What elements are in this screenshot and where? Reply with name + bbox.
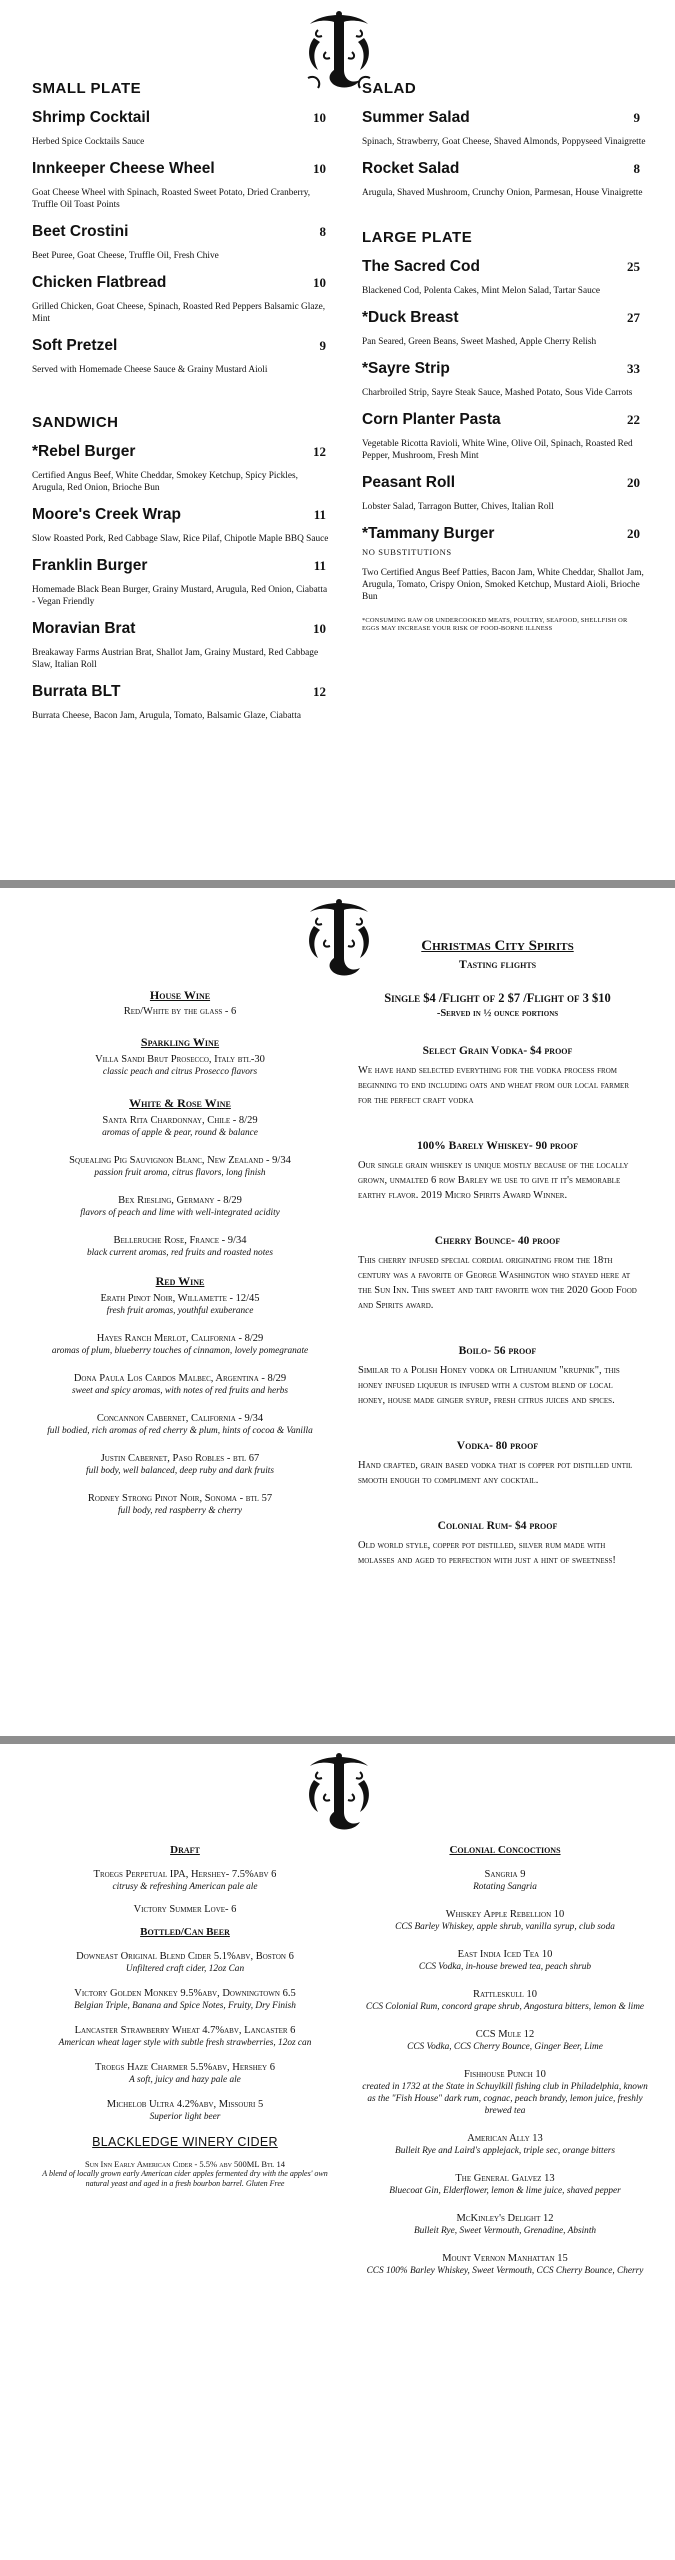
beverage-entry [40, 2024, 330, 2049]
wine-note: sweet and spicy aromas, with notes of red fruits and herbs [72, 1386, 288, 1396]
bottle-list [40, 1950, 330, 2123]
wine-name: Dona Paula Los Cardos Malbec, Argentina - 8/29 [73, 1373, 287, 1384]
wine-spirits-page [0, 888, 675, 1736]
beverage-note: Rotating Sangria [473, 1882, 537, 1892]
beverage-name: American Ally 13 [467, 2133, 543, 2144]
beverage-entry [360, 2172, 650, 2197]
item-header [362, 309, 646, 327]
menu-item [32, 337, 332, 376]
right-food-column [362, 80, 646, 633]
menu-item [362, 109, 646, 148]
item-name: Summer Salad [362, 109, 470, 126]
spirit-name: Boilo- 56 proof [458, 1345, 537, 1357]
menu-item [32, 160, 332, 211]
item-price: 20 [627, 475, 640, 490]
item-name: Innkeeper Cheese Wheel [32, 160, 215, 177]
wine-note: passion fruit aroma, citrus flavors, long finish [94, 1168, 266, 1178]
no-substitutions-note: NO SUBSTITUTIONS [362, 547, 452, 557]
sandwich-list [32, 443, 332, 722]
wine-note: flavors of peach and lime with well-integrated acidity [80, 1208, 280, 1218]
item-header [362, 360, 646, 378]
item-price: 11 [313, 558, 326, 573]
large-plate-heading: LARGE PLATE [362, 229, 473, 246]
beverage-note: Belgian Triple, Banana and Spice Notes, Fruity, Dry Finish [74, 2001, 296, 2011]
item-name: Moravian Brat [32, 620, 136, 637]
wine-entry [40, 1154, 320, 1179]
wine-entry [40, 1114, 320, 1139]
item-price: 12 [313, 444, 326, 459]
item-description: Slow Roasted Pork, Red Cabbage Slaw, Rice Pilaf, Chipotle Maple BBQ Sauce [32, 534, 329, 544]
cider-name: Sun Inn Early American Cider - 5.5% abv 500ML Btl 14 [85, 2159, 285, 2169]
menu-item [362, 474, 646, 513]
item-price: 10 [313, 161, 326, 176]
wine-name: Hayes Ranch Merlot, California - 8/29 [96, 1333, 264, 1344]
item-header [32, 337, 332, 355]
item-header [362, 474, 646, 492]
item-name: Moore's Creek Wrap [32, 506, 181, 523]
item-description: Goat Cheese Wheel with Spinach, Roasted Sweet Potato, Dried Cranberry, Truffle Oil Toast Points [32, 188, 311, 210]
beverage-note: Unfiltered craft cider, 12oz Can [125, 1964, 245, 1974]
item-header [32, 274, 332, 292]
item-name: Peasant Roll [362, 474, 456, 491]
menu-item [32, 620, 332, 671]
white-wine-list [40, 1114, 320, 1259]
draft-heading: Draft [170, 1844, 200, 1856]
menu-item [362, 258, 646, 297]
beverage-name: Sangria 9 [484, 1869, 526, 1880]
spirit-name: Cherry Bounce- 40 proof [434, 1235, 561, 1247]
item-price: 9 [319, 338, 326, 353]
wine-note: aromas of plum, blueberry touches of cinnamon, lovely pomegranate [51, 1346, 309, 1356]
white-rose-heading: White & Rose Wine [129, 1096, 231, 1110]
spirit-description: This cherry infused special cordial originating from the 18th century was a favorite of George Washington who stayed here at the Sun Inn. This sweet and tart favorite won the 2020 Good Food and Spirits award. [358, 1255, 637, 1311]
wine-note: aromas of apple & pear, round & balance [102, 1128, 258, 1138]
beverage-entry [40, 1868, 330, 1893]
menu-item [32, 274, 332, 325]
beverage-name: Michelob Ultra 4.2%abv, Missouri 5 [106, 2099, 264, 2110]
beverage-note: CCS 100% Barley Whiskey, Sweet Vermouth, CCS Cherry Bounce, Cherry [366, 2266, 644, 2276]
spirit-entry [340, 1235, 655, 1313]
item-name: *Sayre Strip [362, 360, 450, 377]
item-header [32, 620, 332, 638]
bottle-heading: Bottled/Can Beer [140, 1926, 230, 1938]
item-price: 9 [633, 110, 640, 125]
item-header [32, 109, 332, 127]
spirit-list [340, 1045, 655, 1568]
item-name: Beet Crostini [32, 223, 129, 240]
wine-name: Justin Cabernet, Paso Robles - btl 67 [100, 1453, 260, 1464]
wine-name: Rodney Strong Pinot Noir, Sonoma - btl 57 [87, 1493, 273, 1504]
page-divider [0, 1736, 675, 1744]
spirit-entry [340, 1345, 655, 1408]
menu-item [32, 443, 332, 494]
wine-name: Santa Rita Chardonnay, Chile - 8/29 [102, 1115, 258, 1126]
beverage-entry [360, 2068, 650, 2117]
menu-item [32, 557, 332, 608]
beverage-note: CCS Colonial Rum, concord grape shrub, Angostura bitters, lemon & lime [365, 2002, 645, 2012]
wine-column [40, 988, 320, 1532]
beverage-note: Superior light beer [149, 2112, 221, 2122]
item-name: Burrata BLT [32, 683, 121, 700]
wine-note: full body, well balanced, deep ruby and dark fruits [86, 1466, 274, 1476]
beverage-note: CCS Vodka, CCS Cherry Bounce, Ginger Beer, Lime [407, 2042, 603, 2052]
food-safety-disclaimer: *CONSUMING RAW OR UNDERCOOKED MEATS, POULTRY, SEAFOOD, SHELLFISH OR EGGS MAY INCREASE YOUR RISK OF FOOD-BORNE ILLNESS [362, 617, 628, 632]
red-wine-heading: Red Wine [155, 1274, 205, 1288]
menu-item [362, 160, 646, 199]
beverage-name: The General Galvez 13 [455, 2173, 555, 2184]
item-description: Spinach, Strawberry, Goat Cheese, Shaved Almonds, Poppyseed Vinaigrette [362, 137, 646, 147]
item-name: Chicken Flatbread [32, 274, 167, 291]
item-name: Shrimp Cocktail [32, 109, 150, 126]
beverage-entry [40, 2061, 330, 2086]
red-wine-list [40, 1292, 320, 1517]
beer-cocktail-page [0, 1744, 675, 2560]
beverage-note: American wheat lager style with subtle fresh strawberries, 12oz can [58, 2038, 312, 2048]
house-wine-detail: Red/White by the glass - 6 [123, 1006, 237, 1017]
beverage-name: Whiskey Apple Rebellion 10 [445, 1909, 565, 1920]
wine-note: classic peach and citrus Prosecco flavors [102, 1067, 258, 1077]
menu-item [362, 309, 646, 348]
wine-entry [40, 1372, 320, 1397]
spirit-entry [340, 1440, 655, 1488]
food-menu-page [0, 0, 675, 880]
item-price: 11 [313, 507, 326, 522]
beverage-name: Lancaster Strawberry Wheat 4.7%abv, Lancaster 6 [74, 2025, 296, 2036]
item-name: *Duck Breast [362, 309, 459, 326]
beverage-note: created in 1732 at the State in Schuylkill fishing club in Philadelphia, known as the "Fish House" dark rum, cognac, peach brandy, lemon juice, freshly brewed tea [362, 2082, 648, 2116]
item-price: 10 [313, 275, 326, 290]
menu-item [362, 411, 646, 462]
sun-inn-monogram-icon [304, 1750, 374, 1834]
menu-item [32, 683, 332, 722]
spirit-description: Similar to a Polish Honey vodka or Lithuanium "krupnik", this honey infused liqueur is infused with a custom blend of local honey, house made ginger syrup, fresh citrus juices and spices. [358, 1365, 620, 1406]
beverage-name: Victory Summer Love- 6 [133, 1904, 237, 1915]
item-name: *Rebel Burger [32, 443, 136, 460]
spirit-name: 100% Barely Whiskey- 90 proof [417, 1140, 578, 1152]
spirit-description: Old world style, copper pot distilled, silver rum made with molasses and aged to perfection with just a hint of sweetness! [358, 1540, 616, 1566]
wine-entry [40, 1332, 320, 1357]
item-header [362, 411, 646, 429]
beverage-entry [360, 2252, 650, 2277]
item-description: Breakaway Farms Austrian Brat, Shallot Jam, Grainy Mustard, Red Cabbage Slaw, Italian Roll [32, 648, 319, 670]
wine-name: Squealing Pig Sauvignon Blanc, New Zealand - 9/34 [69, 1155, 291, 1166]
beverage-entry [360, 1868, 650, 1893]
beverage-entry [360, 2132, 650, 2157]
item-header [362, 109, 646, 127]
menu-item [32, 506, 332, 545]
wine-name: Erath Pinot Noir, Willamette - 12/45 [100, 1293, 260, 1304]
spirit-name: Colonial Rum- $4 proof [437, 1520, 558, 1532]
spirit-name: Vodka- 80 proof [456, 1440, 539, 1452]
item-description: Two Certified Angus Beef Patties, Bacon Jam, White Cheddar, Shallot Jam, Arugula, Tomato, Crispy Onion, Smoked Ketchup, Mustard Aioli, Brioche Bun [362, 568, 644, 602]
item-name: Soft Pretzel [32, 337, 118, 354]
item-description: Homemade Black Bean Burger, Grainy Mustard, Arugula, Red Onion, Ciabatta - Vegan Friendly [32, 585, 328, 607]
cocktails-heading: Colonial Concoctions [449, 1844, 561, 1856]
cocktail-list [360, 1868, 650, 2277]
beverage-name: CCS Mule 12 [475, 2029, 535, 2040]
beverage-name: McKinley's Delight 12 [456, 2213, 554, 2224]
item-description: Burrata Cheese, Bacon Jam, Arugula, Tomato, Balsamic Glaze, Ciabatta [32, 711, 301, 721]
item-name: Corn Planter Pasta [362, 411, 501, 428]
item-price: 27 [627, 310, 640, 325]
sandwich-heading: SANDWICH [32, 414, 119, 431]
item-description: Charbroiled Strip, Sayre Steak Sauce, Mashed Potato, Sous Vide Carrots [362, 388, 633, 398]
flight-pricing: Single $4 /Flight of 2 $7 /Flight of 3 $10 [384, 991, 611, 1005]
wine-name: Villa Sandi Brut Prosecco, Italy btl-30 [95, 1054, 265, 1065]
cocktail-column [360, 1844, 650, 2292]
beverage-name: Troegs Perpetual IPA, Hershey- 7.5%abv 6 [93, 1869, 277, 1880]
item-header [32, 506, 332, 524]
item-price: 12 [313, 684, 326, 699]
spirit-entry [340, 1140, 655, 1203]
salad-heading: SALAD [362, 80, 417, 97]
item-header [362, 160, 646, 178]
beverage-entry [40, 1903, 330, 1916]
wine-entry [40, 1292, 320, 1317]
item-price: 25 [627, 259, 640, 274]
draft-list [40, 1868, 330, 1916]
item-description: Blackened Cod, Polenta Cakes, Mint Melon Salad, Tartar Sauce [362, 286, 601, 296]
item-description: Pan Seared, Green Beans, Sweet Mashed, Apple Cherry Relish [362, 337, 597, 347]
item-price: 33 [627, 361, 640, 376]
item-price: 22 [627, 412, 640, 427]
wine-entry [40, 1194, 320, 1219]
item-header [32, 683, 332, 701]
wine-name: Bex Riesling, Germany - 8/29 [118, 1195, 242, 1206]
beverage-name: Victory Golden Monkey 9.5%abv, Downingtown 6.5 [74, 1988, 296, 1999]
beverage-entry [360, 1908, 650, 1933]
item-name: Franklin Burger [32, 557, 148, 574]
serving-size: -Served in ½ ounce portions [436, 1008, 559, 1019]
wine-note: full body, red raspberry & cherry [117, 1506, 243, 1516]
beverage-entry [360, 1988, 650, 2013]
item-price: 20 [627, 526, 640, 541]
item-description: Arugula, Shaved Mushroom, Crunchy Onion, Parmesan, House Vinaigrette [362, 188, 643, 198]
item-description: Herbed Spice Cocktails Sauce [32, 137, 145, 147]
spirit-entry [340, 1045, 655, 1108]
house-wine-heading: House Wine [149, 988, 211, 1002]
item-header [32, 160, 332, 178]
item-description: Certified Angus Beef, White Cheddar, Smokey Ketchup, Spicy Pickles, Arugula, Red Onion, Brioche Bun [32, 471, 298, 493]
wine-note: black current aromas, red fruits and roasted notes [86, 1248, 274, 1258]
spirit-name: Select Grain Vodka- $4 proof [422, 1045, 573, 1057]
beverage-note: Bulleit Rye and Laird's applejack, triple sec, orange bitters [395, 2146, 615, 2156]
menu-item [32, 223, 332, 262]
beverage-entry [40, 1950, 330, 1975]
small-plate-list [32, 109, 332, 376]
item-header [32, 223, 332, 241]
wine-name: Concannon Cabernet, California - 9/34 [96, 1413, 264, 1424]
beverage-entry [360, 1948, 650, 1973]
wine-entry [40, 1234, 320, 1259]
spirit-description: We have hand selected everything for the vodka process from beginning to end including oats and wheat from our local farmer for the perfect craft vodka [358, 1065, 629, 1106]
page-divider [0, 880, 675, 888]
beverage-name: Troegs Haze Charmer 5.5%abv, Hershey 6 [95, 2062, 275, 2073]
menu-item [362, 525, 646, 603]
item-header [32, 557, 332, 575]
item-name: *Tammany Burger [362, 525, 495, 542]
wine-note: full bodied, rich aromas of red cherry & plum, hints of cocoa & Vanilla [47, 1426, 313, 1436]
menu-item [32, 109, 332, 148]
beverage-note: citrusy & refreshing American pale ale [112, 1882, 258, 1892]
large-plate-list [362, 258, 646, 513]
sparkling-wine-heading: Sparkling Wine [140, 1035, 220, 1049]
menu-item [362, 360, 646, 399]
spirits-title: Christmas City Spirits [421, 938, 574, 954]
spirit-description: Our single grain whiskey is unique mostly because of the locally grown, unmalted 6 row Barley we use to give it it's memorable earthy flavor. 2019 Micro Spirits Award Winner. [358, 1160, 629, 1201]
item-header [362, 258, 646, 276]
beverage-note: CCS Vodka, in-house brewed tea, peach shrub [418, 1962, 592, 1972]
wine-entry [40, 1492, 320, 1517]
beverage-note: A soft, juicy and hazy pale ale [129, 2075, 241, 2085]
item-name: The Sacred Cod [362, 258, 480, 275]
item-header [32, 443, 332, 461]
item-price: 10 [313, 621, 326, 636]
wine-entry [40, 1452, 320, 1477]
spirit-entry [340, 1520, 655, 1568]
item-price: 8 [319, 224, 326, 239]
beverage-name: Mount Vernon Manhattan 15 [442, 2253, 568, 2264]
beverage-entry [40, 1987, 330, 2012]
salad-list [362, 109, 646, 199]
spirit-description: Hand crafted, grain based vodka that is copper pot distilled until smooth enough to compliment any cocktail. [358, 1460, 633, 1486]
beverage-entry [360, 2028, 650, 2053]
beverage-name: Downeast Original Blend Cider 5.1%abv, Boston 6 [76, 1951, 294, 1962]
spirits-subtitle: Tasting flights [458, 957, 537, 971]
wine-note: fresh fruit aromas, youthful exuberance [106, 1306, 254, 1316]
beverage-note: CCS Barley Whiskey, apple shrub, vanilla syrup, club soda [395, 1922, 615, 1932]
small-plate-heading: SMALL PLATE [32, 80, 142, 97]
item-name: Rocket Salad [362, 160, 460, 177]
wine-name: Belleruche Rose, France - 9/34 [113, 1235, 247, 1246]
item-description: Grilled Chicken, Goat Cheese, Spinach, Roasted Red Peppers Balsamic Glaze, Mint [32, 302, 326, 324]
beverage-name: Rattleskull 10 [472, 1989, 538, 2000]
item-description: Served with Homemade Cheese Sauce & Grainy Mustard Aioli [32, 365, 268, 375]
spirits-column [340, 938, 655, 1568]
item-description: Lobster Salad, Tarragon Butter, Chives, Italian Roll [362, 502, 554, 512]
beverage-note: Bulleit Rye, Sweet Vermouth, Grenadine, Absinth [413, 2226, 597, 2236]
beverage-note: Bluecoat Gin, Elderflower, lemon & lime juice, shaved pepper [389, 2186, 621, 2196]
wine-entry [40, 1412, 320, 1437]
winery-cider-heading: BLACKLEDGE WINERY CIDER [92, 2135, 278, 2149]
item-description: Vegetable Ricotta Ravioli, White Wine, Olive Oil, Spinach, Roasted Red Pepper, Mushroom, Fresh Mint [362, 439, 633, 461]
left-food-column [32, 80, 332, 734]
cider-note: A blend of locally grown early American cider apples fermented dry with the apples' own natural yeast and aged in a fresh bourbon barrel. Gluten Free [42, 2169, 328, 2188]
item-price: 8 [633, 161, 640, 176]
beverage-entry [40, 2098, 330, 2123]
beverage-name: East India Iced Tea 10 [457, 1949, 553, 1960]
item-price: 10 [313, 110, 326, 125]
beer-column [40, 1844, 330, 2189]
beverage-name: Fishhouse Punch 10 [464, 2069, 546, 2080]
beverage-entry [360, 2212, 650, 2237]
item-description: Beet Puree, Goat Cheese, Truffle Oil, Fresh Chive [32, 251, 219, 261]
